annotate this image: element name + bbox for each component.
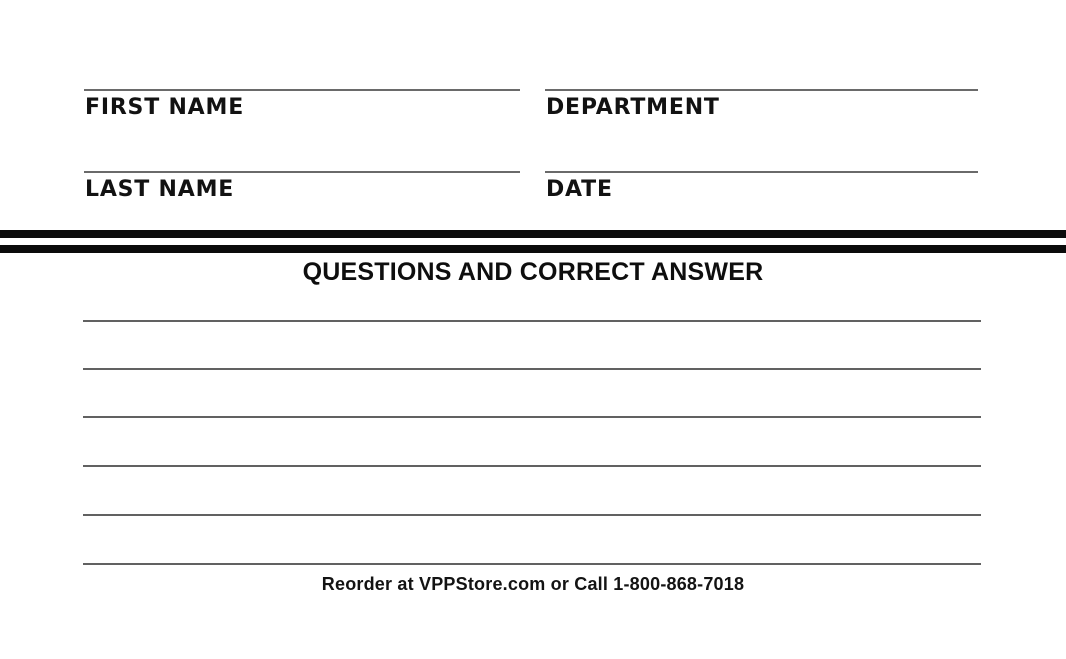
first-name-input-line[interactable] [84, 89, 520, 91]
date-label: DATE [546, 177, 613, 202]
department-label: DEPARTMENT [546, 95, 720, 120]
section-title: QUESTIONS AND CORRECT ANSWER [302, 258, 764, 286]
reorder-footer-text: Reorder at VPPStore.com or Call 1-800-868-7018 [321, 574, 745, 594]
answer-line[interactable] [83, 563, 981, 565]
double-rule-divider [0, 230, 1066, 253]
answer-line[interactable] [83, 416, 981, 418]
first-name-label: FIRST NAME [85, 95, 245, 120]
answer-line[interactable] [83, 320, 981, 322]
answer-line[interactable] [83, 514, 981, 516]
answer-line[interactable] [83, 368, 981, 370]
answer-line[interactable] [83, 465, 981, 467]
last-name-label: LAST NAME [85, 177, 235, 202]
date-input-line[interactable] [545, 171, 978, 173]
last-name-input-line[interactable] [84, 171, 520, 173]
department-input-line[interactable] [545, 89, 978, 91]
